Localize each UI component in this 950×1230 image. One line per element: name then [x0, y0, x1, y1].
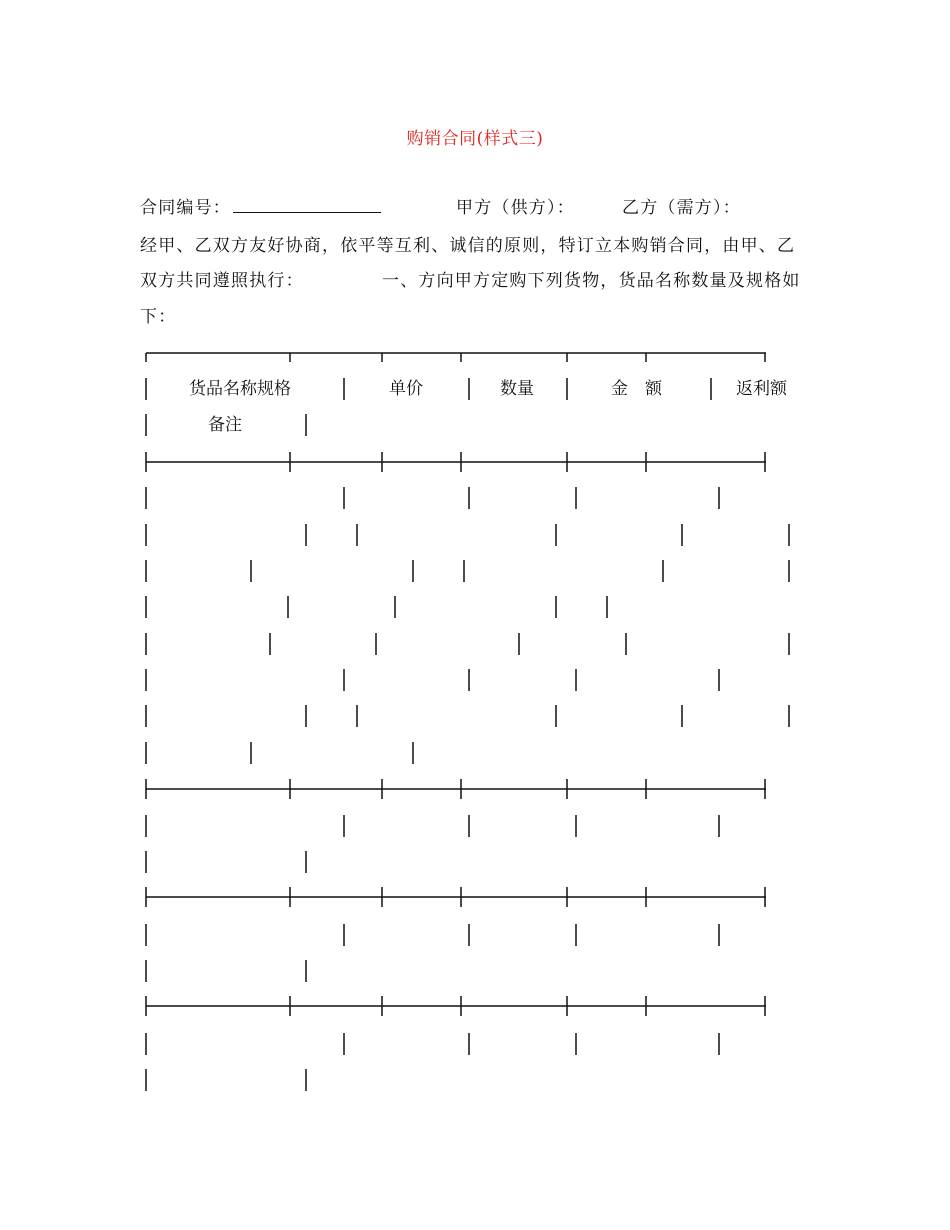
party-b-label: 乙方（需方）： [622, 198, 741, 218]
row-bars-3 [146, 924, 719, 982]
row-separator-1 [146, 452, 766, 472]
intro-line-2a: 双方共同遵照执行： [140, 271, 304, 291]
header-remarks: 备注 [208, 415, 242, 435]
body-row-bars [146, 487, 789, 764]
header-unit-price: 单价 [389, 379, 423, 399]
document-title: 购销合同(样式三) [406, 129, 544, 149]
intro-line-1: 经甲、乙双方友好协商，依平等互利、诚信的原则，特订立本购销合同，由甲、乙 [140, 236, 796, 256]
table-top-border [146, 353, 766, 362]
row-separator-4 [146, 996, 766, 1016]
party-a-label: 甲方（供方）： [456, 198, 575, 218]
header-goods-name: 货品名称规格 [189, 379, 291, 399]
intro-line-2b: 一、方向甲方定购下列货物，货品名称数量及规格如 [382, 271, 801, 291]
row-bars-4 [146, 1033, 719, 1091]
row-separator-2 [146, 779, 766, 799]
row-separator-3 [146, 887, 766, 907]
header-rebate: 返利额 [736, 379, 787, 399]
row-bars-2 [146, 815, 719, 873]
header-quantity: 数量 [500, 379, 534, 399]
contract-no-label: 合同编号： [140, 198, 231, 218]
intro-line-3: 下： [140, 307, 177, 327]
header-amount: 金 额 [611, 379, 662, 399]
